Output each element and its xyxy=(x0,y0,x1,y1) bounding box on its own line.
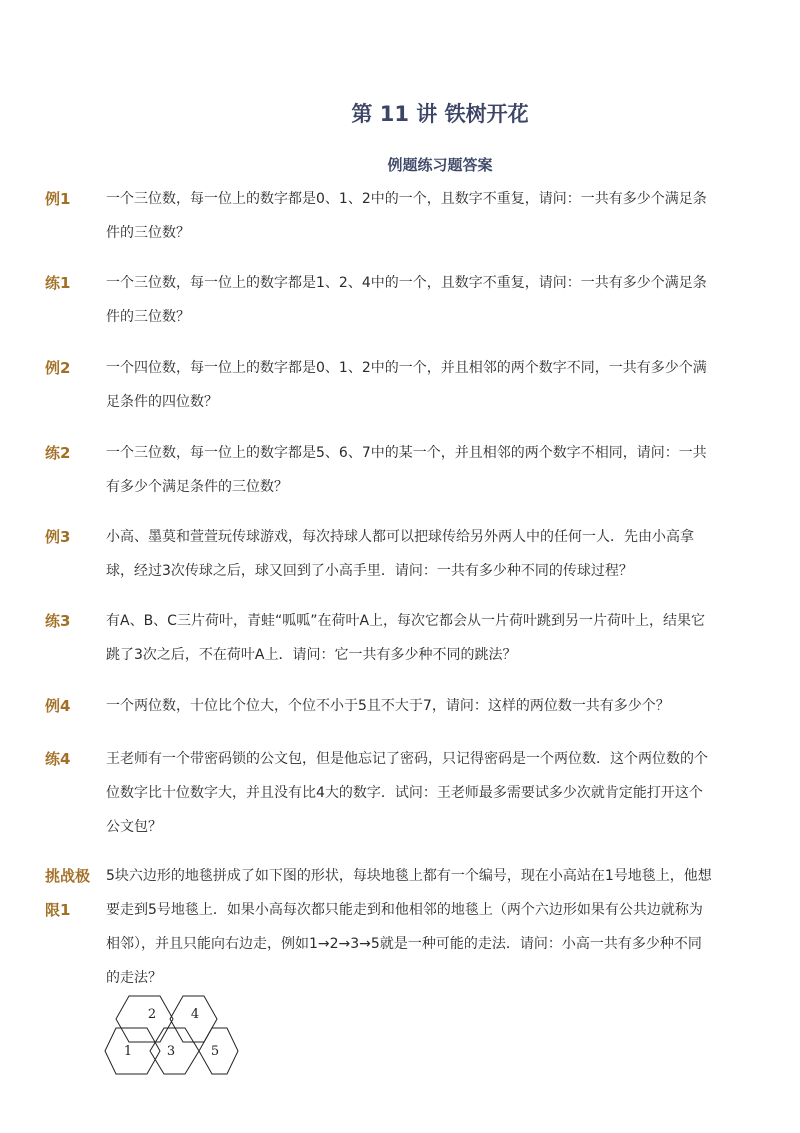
problem-text: 一个四位数，每一位上的数字都是0、1、2中的一个，并且相邻的两个数字不同，一共有多少个满足条件的四位数？ xyxy=(106,360,707,410)
hexagon-3-number: 3 xyxy=(166,1044,176,1059)
problem-label: 例2 xyxy=(45,359,71,377)
problem-label: 练4 xyxy=(45,750,71,768)
problem-text: 王老师有一个带密码锁的公文包，但是他忘记了密码，只记得密码是一个两位数．这个两位数的个位数字比十位数字大，并且没有比4大的数字．试问：王老师最多需要试多少次就肯定能打开这个公文包？ xyxy=(106,751,708,835)
problem-label: 例4 xyxy=(45,697,71,715)
section-subtitle: 例题练习题答案 xyxy=(387,156,493,174)
problem-text: 一个三位数，每一位上的数字都是1、2、4中的一个，且数字不重复，请问：一共有多少个满足条件的三位数？ xyxy=(106,275,707,325)
problem-label: 练1 xyxy=(45,274,71,292)
problem-label: 例1 xyxy=(45,190,71,208)
problem-text: 一个两位数，十位比个位大，个位不小于5且不大于7，请问：这样的两位数一共有多少个？ xyxy=(106,698,670,714)
problem-text: 有A、B、C三片荷叶，青蛙“呱呱”在荷叶A上，每次它都会从一片荷叶跳到另一片荷叶上，结果它跳了3次之后，不在荷叶A上．请问：它一共有多少种不同的跳法？ xyxy=(106,613,706,663)
hexagon-2-number: 2 xyxy=(147,1007,157,1022)
problem-text: 小高、墨莫和萱萱玩传球游戏，每次持球人都可以把球传给另外两人中的任何一人．先由小高拿球，经过3次传球之后，球又回到了小高手里．请问：一共有多少种不同的传球过程？ xyxy=(106,529,694,579)
problem-label: 练3 xyxy=(45,612,71,630)
hexagon-5-number: 5 xyxy=(210,1044,220,1059)
problem-label: 练2 xyxy=(45,444,71,462)
problem-text: 一个三位数，每一位上的数字都是0、1、2中的一个，且数字不重复，请问：一共有多少个满足条件的三位数？ xyxy=(106,191,707,241)
problem-text: 5块六边形的地毯拼成了如下图的形状，每块地毯上都有一个编号，现在小高站在1号地毯上，他想要走到5号地毯上．如果小高每次都只能走到和他相邻的地毯上（两个六边形如果有公共边就称为相邻），并且只能向右边走，例如1→2→3→5就是一种可能的走法．请问：小高一共有多少种不同的走法？ xyxy=(106,868,712,986)
hexagon-1-number: 1 xyxy=(123,1044,133,1059)
hexagon-2 xyxy=(116,996,173,1042)
problem-text: 一个三位数，每一位上的数字都是5、6、7中的某一个，并且相邻的两个数字不相同，请问：一共有多少个满足条件的三位数？ xyxy=(106,445,707,495)
problem-label: 例3 xyxy=(45,528,71,546)
page-title: 第 11 讲 铁树开花 xyxy=(351,102,529,126)
hexagon-carpet-figure xyxy=(104,987,244,1082)
hexagon-4-number: 4 xyxy=(190,1007,200,1022)
problem-label: 挑战极限1 xyxy=(45,867,91,919)
hexagon-1 xyxy=(105,1028,160,1074)
